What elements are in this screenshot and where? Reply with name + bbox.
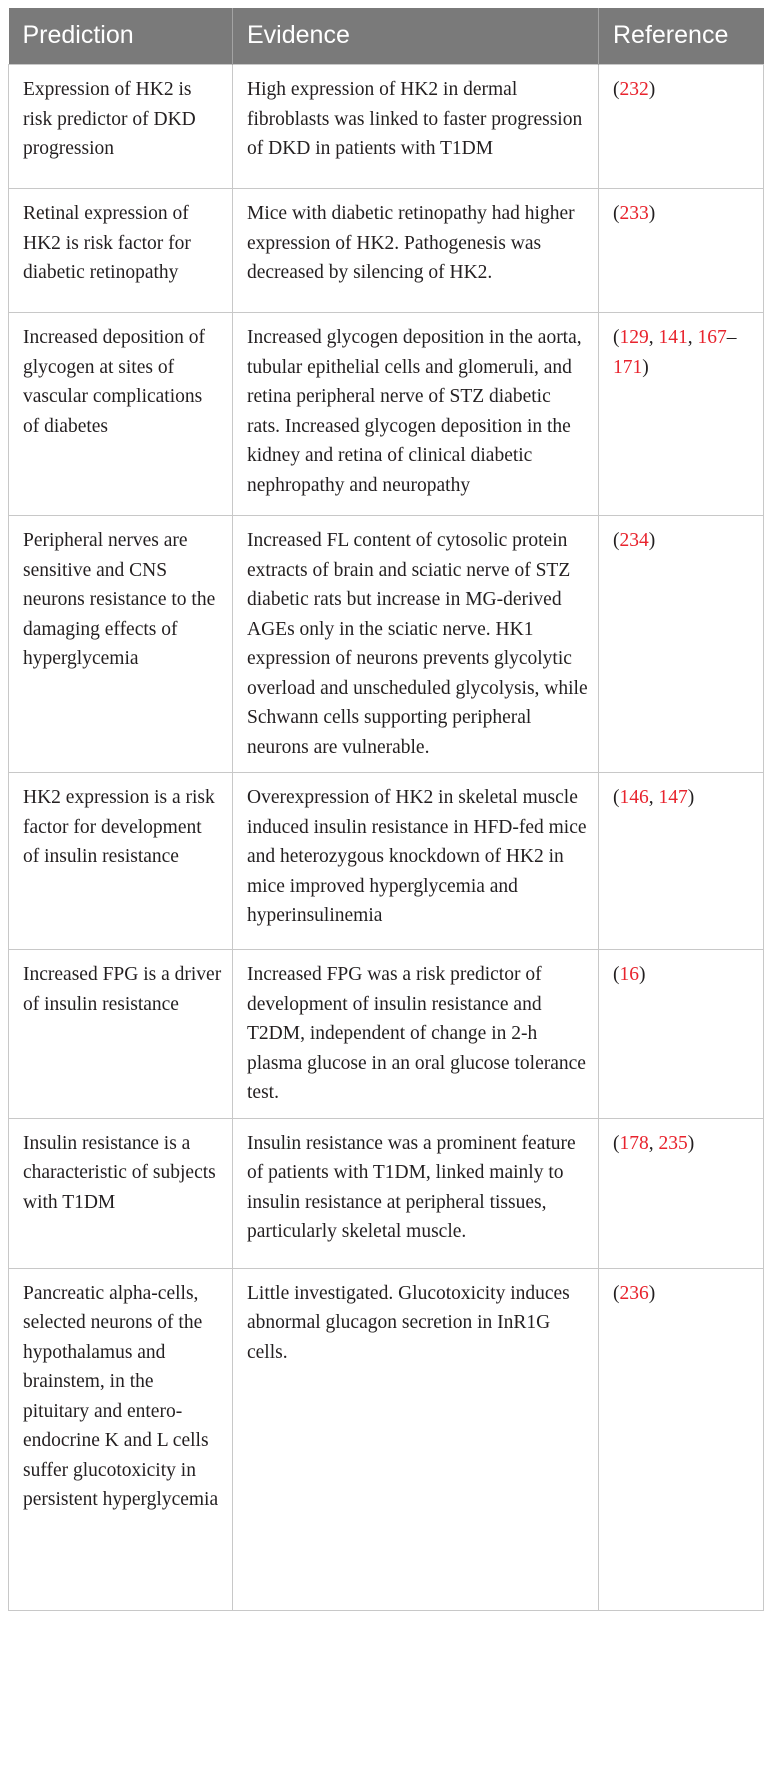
prediction-cell: Peripheral nerves are sensitive and CNS neurons resistance to the damaging effects of hyperglycemia <box>9 516 233 773</box>
reference-link[interactable]: 235 <box>658 1132 688 1154</box>
reference-cell: (129, 141, 167–171) <box>599 313 764 516</box>
evidence-table <box>8 8 764 1611</box>
reference-cell: (146, 147) <box>599 773 764 950</box>
reference-link[interactable]: 141 <box>658 327 688 348</box>
table-row <box>9 313 764 516</box>
prediction-cell: Increased deposition of glycogen at sites of vascular complications of diabetes <box>9 313 233 516</box>
table-row <box>9 516 764 773</box>
reference-link[interactable]: 146 <box>619 787 649 808</box>
reference-link[interactable]: 129 <box>619 327 649 348</box>
reference-cell: (234) <box>599 516 764 773</box>
reference-link[interactable]: 178 <box>619 1132 649 1154</box>
reference-cell: (236) <box>599 1268 764 1610</box>
evidence-cell: Little investigated. Glucotoxicity induces abnormal glucagon secretion in InR1G cells. <box>233 1268 599 1610</box>
table-row <box>9 65 764 189</box>
evidence-cell: Increased glycogen deposition in the aorta, tubular epithelial cells and glomeruli, and retina peripheral nerve of STZ diabetic rats. Increased glycogen deposition in the kidney and retina of clinical diabetic nephropathy and neuropathy <box>233 313 599 516</box>
evidence-cell: Mice with diabetic retinopathy had higher expression of HK2. Pathogenesis was decreased by silencing of HK2. <box>233 189 599 313</box>
table-row <box>9 950 764 1119</box>
header-reference: Reference <box>599 8 764 65</box>
evidence-cell: Increased FPG was a risk predictor of development of insulin resistance and T2DM, independent of change in 2-h plasma glucose in an oral glucose tolerance test. <box>233 950 599 1119</box>
header-evidence: Evidence <box>233 8 599 65</box>
reference-link[interactable]: 167 <box>697 327 727 348</box>
table-row <box>9 1268 764 1610</box>
reference-link[interactable]: 147 <box>658 787 688 808</box>
reference-link[interactable]: 232 <box>619 79 649 100</box>
reference-link[interactable]: 233 <box>619 203 649 224</box>
prediction-cell: Increased FPG is a driver of insulin resistance <box>9 950 233 1119</box>
reference-cell: (178, 235) <box>599 1118 764 1268</box>
prediction-cell: Pancreatic alpha-cells, selected neurons of the hypothalamus and brainstem, in the pituitary and entero-endocrine K and L cells suffer glucotoxicity in persistent hyperglycemia <box>9 1268 233 1610</box>
evidence-cell: Increased FL content of cytosolic protein extracts of brain and sciatic nerve of STZ diabetic rats but increase in MG-derived AGEs only in the sciatic nerve. HK1 expression of neurons prevents glycolytic overload and unscheduled glycolysis, while Schwann cells supporting peripheral neurons are vulnerable. <box>233 516 599 773</box>
reference-link[interactable]: 16 <box>619 964 639 985</box>
table-header <box>9 8 764 65</box>
reference-link[interactable]: 234 <box>619 530 649 551</box>
reference-cell: (233) <box>599 189 764 313</box>
prediction-cell: HK2 expression is a risk factor for development of insulin resistance <box>9 773 233 950</box>
reference-link[interactable]: 171 <box>613 356 643 378</box>
table-row <box>9 773 764 950</box>
reference-cell: (16) <box>599 950 764 1119</box>
table-row <box>9 1118 764 1268</box>
reference-link[interactable]: 236 <box>619 1282 649 1304</box>
prediction-cell: Insulin resistance is a characteristic of subjects with T1DM <box>9 1118 233 1268</box>
evidence-cell: High expression of HK2 in dermal fibroblasts was linked to faster progression of DKD in patients with T1DM <box>233 65 599 189</box>
prediction-cell: Expression of HK2 is risk predictor of DKD progression <box>9 65 233 189</box>
reference-cell: (232) <box>599 65 764 189</box>
table-row <box>9 189 764 313</box>
header-prediction: Prediction <box>9 8 233 65</box>
evidence-cell: Insulin resistance was a prominent feature of patients with T1DM, linked mainly to insulin resistance at peripheral tissues, particularly skeletal muscle. <box>233 1118 599 1268</box>
prediction-cell: Retinal expression of HK2 is risk factor for diabetic retinopathy <box>9 189 233 313</box>
evidence-cell: Overexpression of HK2 in skeletal muscle induced insulin resistance in HFD-fed mice and heterozygous knockdown of HK2 in mice improved hyperglycemia and hyperinsulinemia <box>233 773 599 950</box>
